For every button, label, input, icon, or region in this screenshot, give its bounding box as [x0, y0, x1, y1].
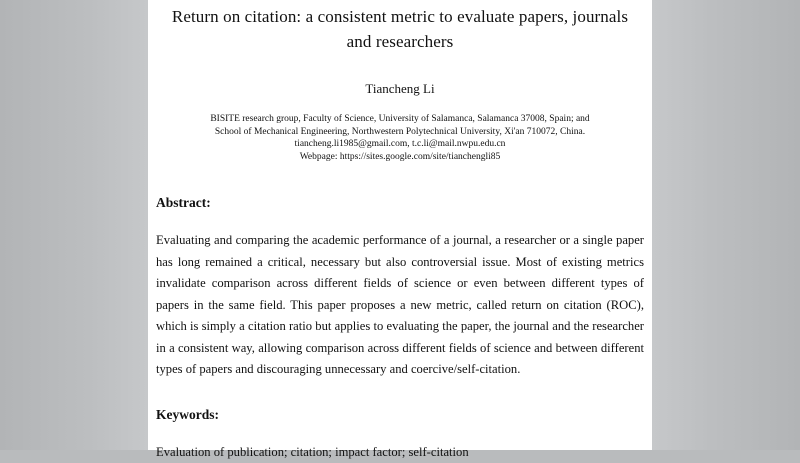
- author-email-line: tiancheng.li1985@gmail.com, t.c.li@mail.nwpu.edu.cn: [294, 139, 506, 150]
- page-gutter-left: [0, 0, 148, 450]
- affiliation-line-1: BISITE research group, Faculty of Science, University of Salamanca, Salamanca 37008, Spain; and: [210, 114, 590, 124]
- page-title: Return on citation: a consistent metric to evaluate papers, journals and researchers: [171, 7, 629, 51]
- author-name: Tiancheng Li: [365, 81, 435, 96]
- affiliation-block: [156, 113, 644, 163]
- abstract-heading: Abstract:: [156, 195, 211, 211]
- affiliation-line-2: School of Mechanical Engineering, Northwestern Polytechnical University, Xi'an 710072, China.: [214, 126, 586, 137]
- keywords-heading: Keywords:: [156, 406, 219, 422]
- document-page: [148, 0, 652, 459]
- page-gutter-right: [652, 0, 800, 450]
- keywords-text: Evaluation of publication; citation; impact factor; self-citation: [156, 444, 469, 459]
- abstract-text: Evaluating and comparing the academic performance of a journal, a researcher or a single paper has long remained a critical, necessary but also controversial issue. Most of existing metrics invalidate comparison across different fields of science or even between different types of papers in the same field. This paper proposes a new metric, called return on citation (ROC), which is simply a citation ratio but applies to evaluating the paper, the journal and the researcher in a consistent way, allowing comparison across different fields of science and between different types of papers and discouraging unnecessary and coercive/self-citation.: [156, 233, 644, 377]
- author-webpage-line: Webpage: https://sites.google.com/site/tianchengli85: [299, 151, 501, 162]
- document-content: [156, 0, 644, 463]
